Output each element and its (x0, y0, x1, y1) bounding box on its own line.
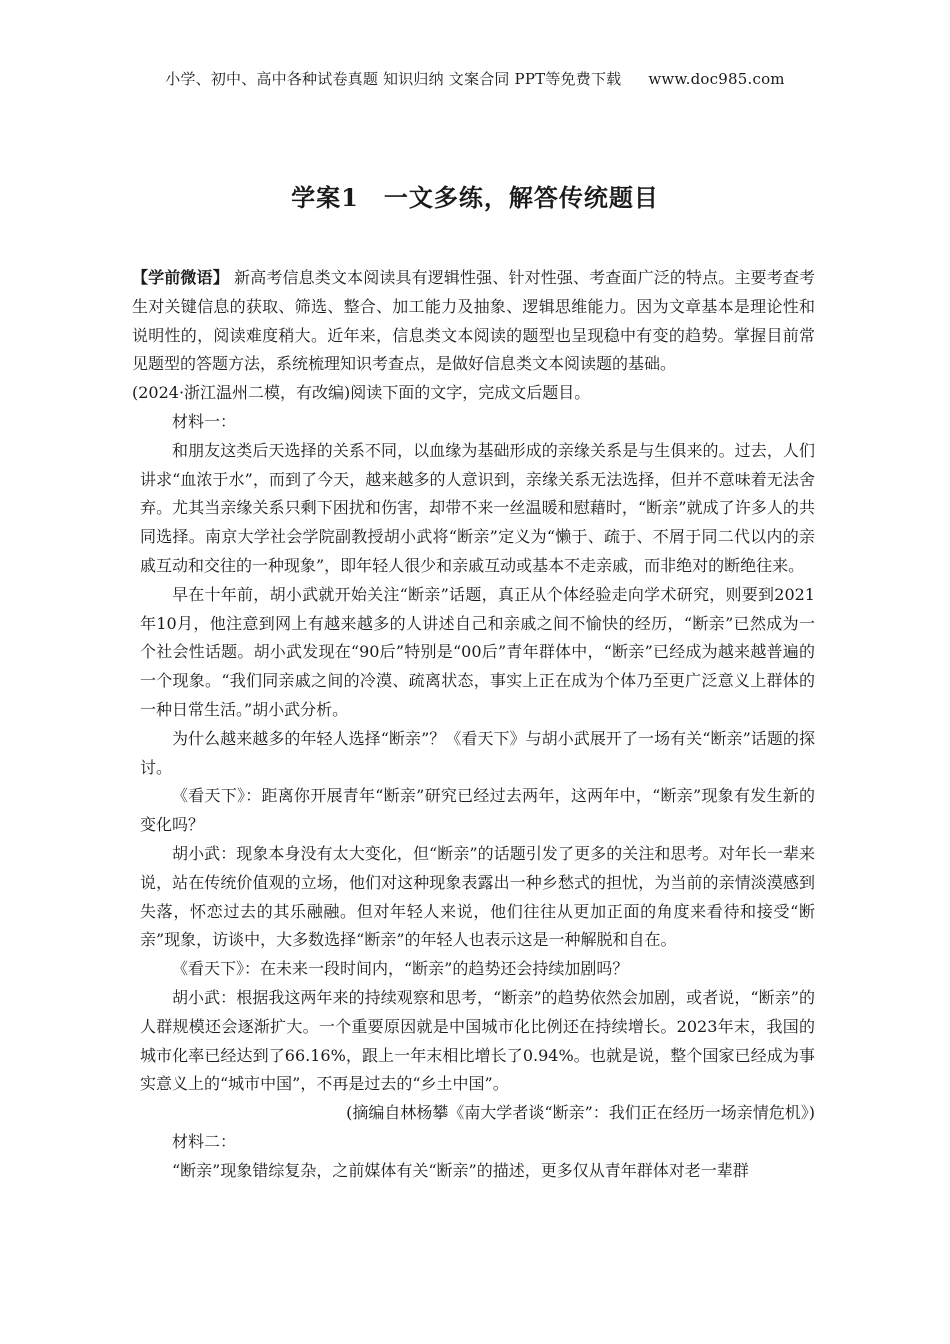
material1-citation: (摘编自林杨攀《南大学者谈“断亲”：我们正在经历一场亲情危机》) (346, 1103, 815, 1123)
material1-paragraph: 早在十年前，胡小武就开始关注“断亲”话题，真正从个体经验走向学术研究，则要到2021年10月，他注意到网上有越来越多的人讲述自己和亲戚之间不愉快的经历，“断亲”已然成为一个社会性话题。胡小武发现在“90后”特别是“00后”青年群体中，“断亲”已经成为越来越普遍的一个现象。“我们同亲戚之间的冷漠、疏离状态，事实上正在成为个体乃至更广泛意义上群体的一种日常生活。”胡小武分析。 (140, 584, 815, 719)
page-title: 学案1 一文多练，解答传统题目 (291, 183, 659, 212)
document-body (132, 264, 815, 1186)
material1-paragraph: 为什么越来越多的年轻人选择“断亲”？《看天下》与胡小武展开了一场有关“断亲”话题的探讨。 (140, 728, 815, 777)
header-url[interactable]: www.doc985.com (648, 70, 785, 88)
header-text: 小学、初中、高中各种试卷真题 知识归纳 文案合同 PPT等免费下载 (165, 70, 622, 88)
page-header (0, 68, 950, 89)
material1-paragraph: 《看天下》：距离你开展青年“断亲”研究已经过去两年，这两年中，“断亲”现象有发生新的变化吗？ (140, 786, 815, 835)
material1-paragraph: 《看天下》：在未来一段时间内，“断亲”的趋势还会持续加剧吗？ (172, 959, 629, 979)
material1-paragraph: 胡小武：现象本身没有太大变化，但“断亲”的话题引发了更多的关注和思考。对年长一辈来说，站在传统价值观的立场，他们对这种现象表露出一种乡愁式的担忧，为当前的亲情淡漠感到失落，怀恋过去的其乐融融。但对年轻人来说，他们往往从更加正面的角度来看待和接受“断亲”现象，访谈中，大多数选择“断亲”的年轻人也表示这是一种解脱和自在。 (140, 843, 815, 950)
material2-label: 材料二： (172, 1131, 237, 1151)
material2-paragraph: “断亲”现象错综复杂，之前媒体有关“断亲”的描述，更多仅从青年群体对老一辈群 (172, 1160, 749, 1180)
source-line: (2024·浙江温州二模，有改编)阅读下面的文字，完成文后题目。 (132, 383, 591, 403)
material1-paragraph: 胡小武：根据我这两年来的持续观察和思考，“断亲”的趋势依然会加剧，或者说，“断亲”的人群规模还会逐渐扩大。一个重要原因就是中国城市化比例还在持续增长。2023年末，我国的城市化率已经达到了66.16%，跟上一年末相比增长了0.94%。也就是说，整个国家已经成为事实意义上的“城市中国”，不再是过去的“乡土中国”。 (140, 987, 815, 1094)
intro-text: 新高考信息类文本阅读具有逻辑性强、针对性强、考查面广泛的特点。主要考查考生对关键信息的获取、筛选、整合、加工能力及抽象、逻辑思维能力。因为文章基本是理论性和说明性的，阅读难度稍大。近年来，信息类文本阅读的题型也呈现稳中有变的趋势。掌握目前常见题型的答题方法，系统梳理知识考查点，是做好信息类文本阅读题的基础。 (132, 268, 815, 374)
material1-label: 材料一： (172, 411, 237, 431)
intro-paragraph (132, 264, 815, 379)
intro-label: 【学前微语】 (132, 268, 229, 287)
material1-paragraph: 和朋友这类后天选择的关系不同，以血缘为基础形成的亲缘关系是与生俱来的。过去，人们讲求“血浓于水”，而到了今天，越来越多的人意识到，亲缘关系无法选择，但并不意味着无法舍弃。尤其当亲缘关系只剩下困扰和伤害，却带不来一丝温暖和慰藉时，“断亲”就成了许多人的共同选择。南京大学社会学院副教授胡小武将“断亲”定义为“懒于、疏于、不屑于同二代以内的亲戚互动和交往的一种现象”，即年轻人很少和亲戚互动或基本不走亲戚，而非绝对的断绝往来。 (140, 440, 815, 575)
